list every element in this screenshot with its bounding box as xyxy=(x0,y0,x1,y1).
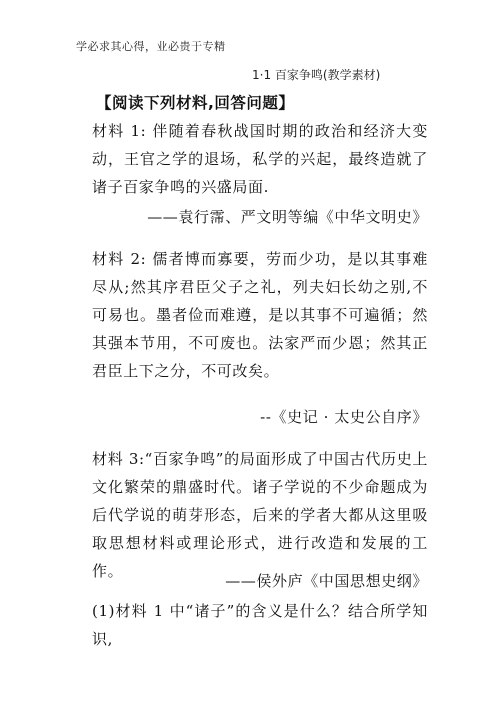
material-1-source: ——袁行霈、严文明等编《中华文明史》 xyxy=(147,208,428,226)
material-2-text: 材料 2: 儒者博而寡要，劳而少功，是以其事难尽从;然其序君臣父子之礼，列夫妇长幼之别,不可易也。墨者俭而难遵，是以其事不可遍循；然其强本节用，不可废也。法家严而少恩；然其正君臣上下之分，不可改矣。 xyxy=(92,250,428,380)
material-1-text: 材料 1: 伴随着春秋战国时期的政治和经济大变动，王官之学的退场，私学的兴起，最终造就了诸子百家争鸣的兴盛局面. xyxy=(92,122,428,196)
question-1: (1)材料 1 中“诸子”的含义是什么？结合所学知识, xyxy=(92,602,428,648)
document-title: 1·1 百家争鸣(教学素材) xyxy=(252,68,381,82)
material-3-text: 材料 3:“百家争鸣”的局面形成了中国古代历史上文化繁荣的鼎盛时代。诸子学说的不少命题成为后代学说的萌芽形态，后来的学者大都从这里吸取思想材料或理论形式，进行改造和发展的工作。 xyxy=(92,450,428,580)
material-2-source: --《史记 · 太史公自序》 xyxy=(260,408,428,426)
section-heading: 【阅读下列材料,回答问题】 xyxy=(96,94,295,112)
header-motto: 学必求其心得，业必贵于专精 xyxy=(76,40,226,53)
material-3-source: ——侯外庐《中国思想史纲》 xyxy=(225,572,428,590)
